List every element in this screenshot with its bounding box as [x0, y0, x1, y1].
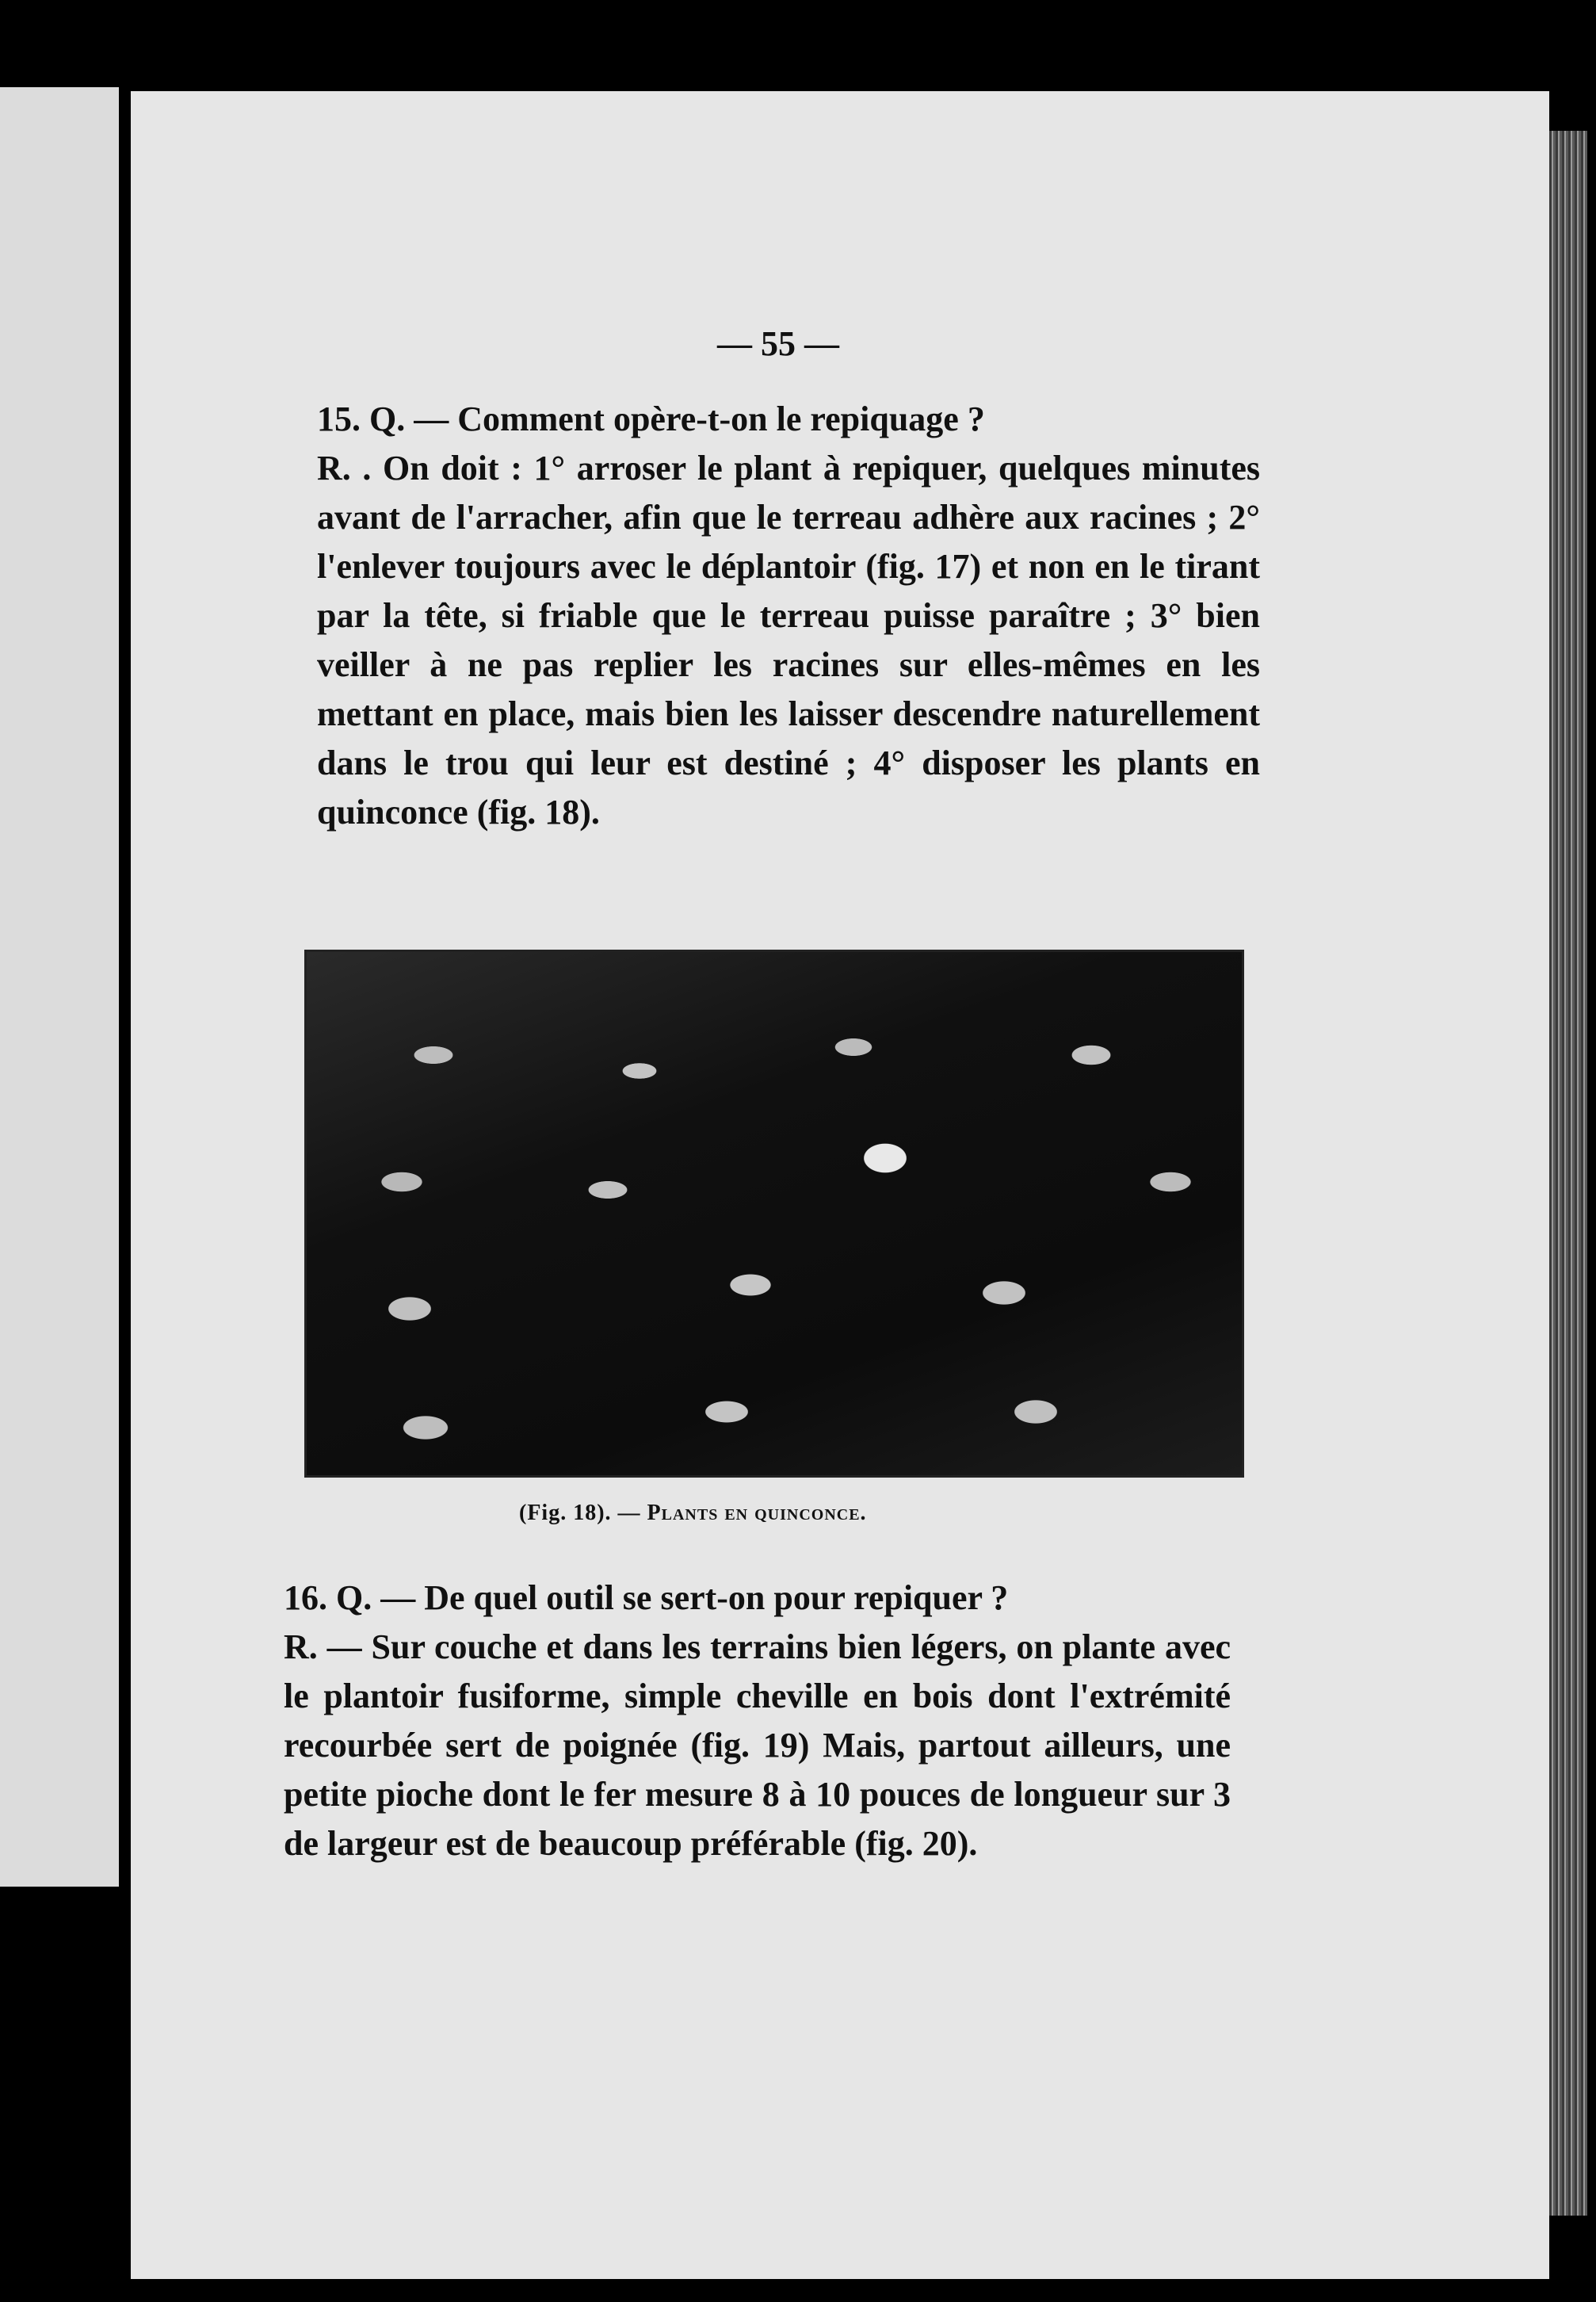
figure-caption — [519, 1501, 867, 1526]
page-edges — [1549, 131, 1587, 2216]
page-number: — 55 — — [717, 324, 839, 363]
caption-prefix: (Fig. 18). — — [519, 1501, 647, 1525]
figure-18-photo — [304, 950, 1244, 1478]
question-16: 16. Q. — De quel outil se sert-on pour repiquer ? — [284, 1578, 1009, 1617]
caption-title: Plants en quinconce. — [647, 1501, 867, 1525]
answer-15: R. . On doit : 1° arroser le plant à repiquer, quelques minutes avant de l'arracher, afin que le terreau adhère aux racines ; 2° l'enlever toujours avec le déplantoir (fig. 17) et non en le tirant par la tête, si friable que le terreau puisse paraître ; 3° bien veiller à ne pas replier les racines sur elles-mêmes en les mettant en place, mais bien les laisser descendre naturellement dans le trou qui leur est destiné ; 4° disposer les plants en quinconce (fig. 18). — [317, 449, 1260, 832]
facing-page-edge — [0, 87, 119, 1887]
question-15-block — [317, 395, 1260, 837]
answer-16: R. — Sur couche et dans les terrains bien légers, on plante avec le plantoir fusiforme, simple cheville en bois dont l'extrémité recourbée sert de poignée (fig. 19) Mais, partout ailleurs, une petite pioche dont le fer mesure 8 à 10 pouces de longueur sur 3 de largeur est de beaucoup préférable (fig. 20). — [284, 1627, 1231, 1863]
question-15: 15. Q. — Comment opère-t-on le repiquage ? — [317, 400, 985, 438]
question-16-block — [284, 1574, 1231, 1868]
